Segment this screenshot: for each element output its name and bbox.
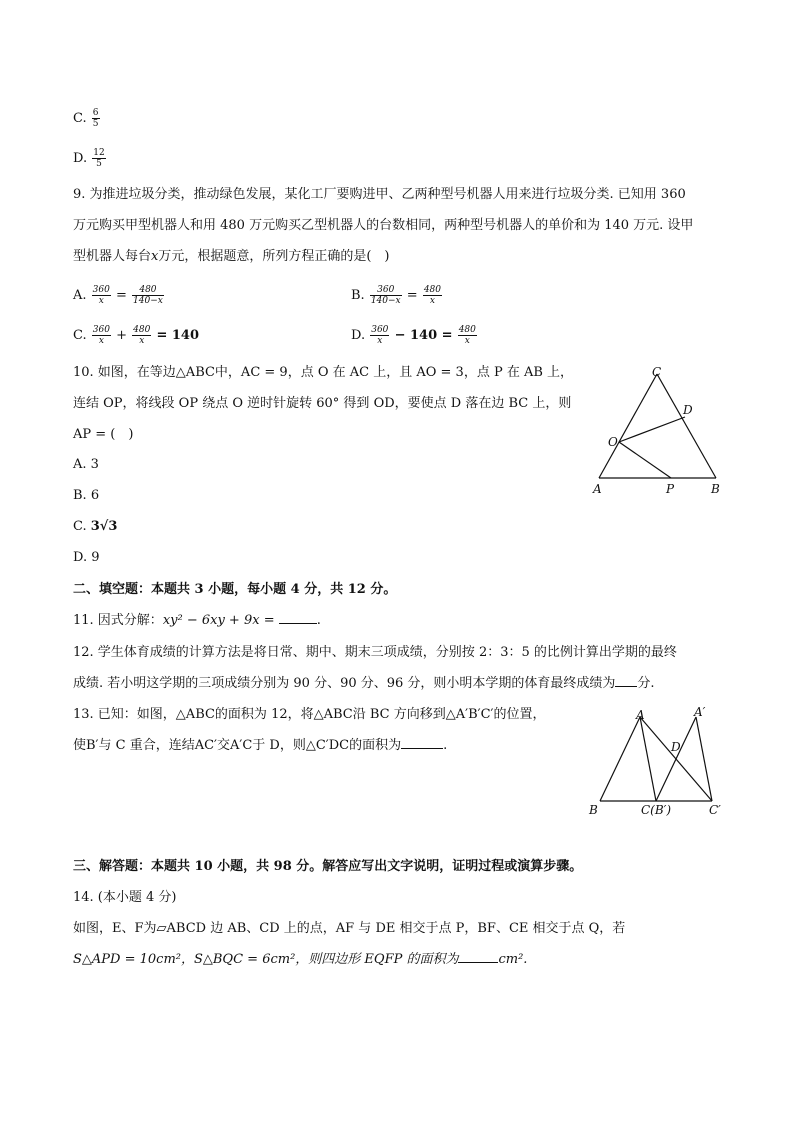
label-d: D — [683, 403, 693, 417]
q9-line-3: 型机器人每台x万元，根据题意，所列方程正确的是( ) — [73, 249, 390, 264]
side-cb — [657, 374, 716, 478]
fraction: $\frac{360}{x}$ — [92, 285, 110, 306]
q10-option-d: D. 9 — [73, 550, 100, 565]
label-o: O — [608, 435, 618, 449]
q9-line-1: 9. 为推进垃圾分类，推动绿色发展，某化工厂要购进甲、乙两种型号机器人用来进行垃圾分类. 已知用 360 — [73, 187, 686, 202]
label-c: C — [652, 365, 662, 379]
label-b: B — [589, 803, 598, 817]
label-d: D — [671, 740, 681, 754]
q10-line-2: 连结 OP，将线段 OP 绕点 O 逆时针旋转 60° 得到 OD，要使点 D 落在边 BC 上，则 — [73, 396, 572, 411]
q13-line-2: 使B′与 C 重合，连结AC′交A′C于 D，则△C′DC的面积为 . — [73, 738, 448, 753]
fraction: $\frac{360}{140-x}$ — [370, 285, 401, 306]
section-2-heading: 二、填空题：本题共 3 小题，每小题 4 分，共 12 分。 — [73, 582, 397, 597]
fraction: $\frac{480}{x}$ — [458, 325, 476, 346]
label-c-bprime: C(B′) — [641, 803, 672, 817]
q10-option-c: C. 3√3 — [73, 519, 118, 534]
fraction: $\frac{480}{x}$ — [423, 285, 441, 306]
fraction: $\frac{12}{5}$ — [93, 148, 105, 169]
fraction: $\frac{480}{x}$ — [133, 325, 151, 346]
q14-line-1: 如图，E、F为▱ABCD 边 AB、CD 上的点，AF 与 DE 相交于点 P，BF、CE 相交于点 Q，若 — [73, 921, 626, 936]
q14-line-2: S△APD = 10cm²，S△BQC = 6cm²，则四边形 EQFP 的面积为 cm². — [73, 952, 528, 967]
q10-option-a: A. 3 — [73, 457, 99, 472]
q12-line-1: 12. 学生体育成绩的计算方法是将日常、期中、期末三项成绩，分别按 2：3：5 的比例计算出学期的最终 — [73, 645, 677, 660]
answer-blank[interactable] — [458, 962, 498, 963]
q9-option-c: C. $\frac{360}{x}$ + $\frac{480}{x}$ = 140 — [73, 325, 200, 346]
q9-option-d: D. $\frac{360}{x}$ − 140 = $\frac{480}{x}$ — [351, 325, 476, 346]
label-b: B — [711, 482, 720, 496]
q12-line-2: 成绩. 若小明这学期的三项成绩分别为 90 分、90 分、96 分，则小明本学期的体育最终成绩为 分. — [73, 676, 655, 691]
q14-header: 14. (本小题 4 分) — [73, 890, 177, 905]
q8-option-d — [73, 148, 107, 169]
segment-op — [619, 442, 671, 478]
answer-blank[interactable] — [615, 686, 637, 687]
section-3-heading: 三、解答题：本题共 10 小题，共 98 分。解答应写出文字说明，证明过程或演算步骤。 — [73, 859, 583, 874]
q10-triangle-figure — [585, 362, 735, 502]
q11: 11. 因式分解：xy² − 6xy + 9x = . — [73, 613, 321, 628]
q13-translation-figure — [585, 700, 730, 825]
q8-option-c — [73, 108, 101, 129]
side-a2c2 — [696, 717, 712, 801]
q10-line-1: 10. 如图，在等边△ABC中，AC = 9，点 O 在 AC 上，且 AO = 3，点 P 在 AB 上， — [73, 365, 574, 380]
q10-line-3: AP = ( ) — [73, 427, 134, 442]
fraction: $\frac{360}{x}$ — [92, 325, 110, 346]
label-c-prime: C′ — [709, 803, 721, 817]
side-ac — [640, 717, 656, 801]
label-a-prime: A′ — [694, 705, 706, 719]
fraction: $\frac{6}{5}$ — [92, 108, 99, 129]
segment-od — [619, 417, 685, 442]
answer-blank[interactable] — [401, 748, 443, 749]
q13-line-1: 13. 已知：如图，△ABC的面积为 12，将△ABC沿 BC 方向移到△A′B′C′的位置， — [73, 707, 546, 722]
q10-option-b: B. 6 — [73, 488, 100, 503]
q9-option-a: A. $\frac{360}{x}$ = $\frac{480}{140-x}$ — [73, 285, 163, 306]
label-p: P — [666, 482, 675, 496]
label-a: A — [636, 708, 645, 722]
fraction: $\frac{480}{140-x}$ — [133, 285, 163, 306]
fraction: $\frac{360}{x}$ — [371, 325, 389, 346]
q9-line-2: 万元购买甲型机器人和用 480 万元购买乙型机器人的台数相同，两种型号机器人的单价和为 140 万元. 设甲 — [73, 218, 694, 233]
option-label: C. — [73, 111, 87, 126]
answer-blank[interactable] — [279, 623, 317, 624]
side-ab — [600, 717, 640, 801]
option-label: D. — [73, 151, 88, 166]
segment-ac2 — [640, 717, 712, 801]
q9-option-b: B. $\frac{360}{140-x}$ = $\frac{480}{x}$ — [351, 285, 441, 306]
label-a: A — [593, 482, 602, 496]
